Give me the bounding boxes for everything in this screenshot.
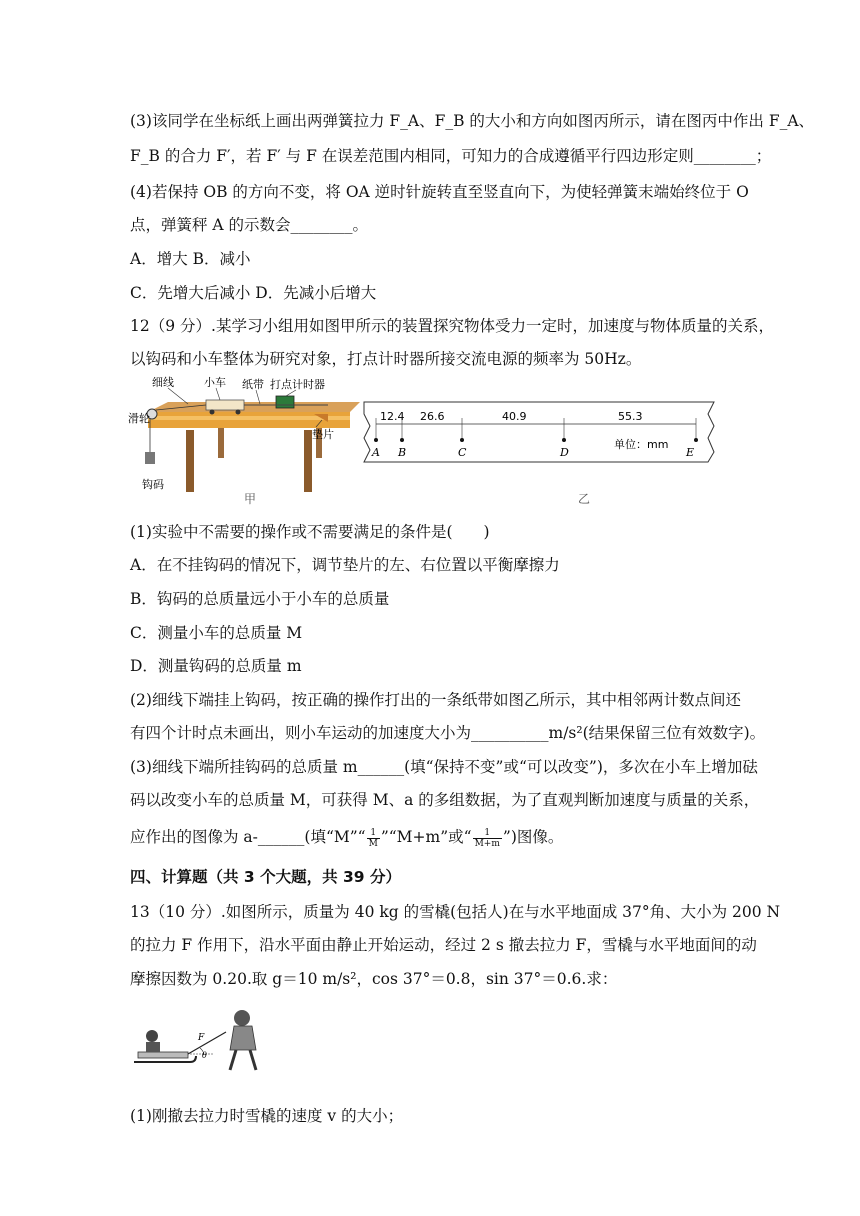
q13-part-1: (1)刚撤去拉力时雪橇的速度 v 的大小； bbox=[130, 1107, 404, 1125]
label-xiaoche: 小车 bbox=[204, 376, 226, 389]
table-top bbox=[148, 402, 360, 412]
q11-line-2: F_B 的合力 F′，若 F′ 与 F 在误差范围内相同，可知力的合成遵循平行四边形定则________； bbox=[130, 147, 772, 165]
q12-part-3c-post: ”)图像。 bbox=[502, 828, 564, 846]
segment-cd: 40.9 bbox=[502, 410, 527, 423]
fraction-1-over-m: $\frac{1}{M}$ bbox=[368, 827, 378, 849]
tape-unit: 单位：mm bbox=[614, 438, 669, 451]
segment-ab: 12.4 bbox=[380, 410, 405, 423]
puller-leg bbox=[230, 1050, 236, 1070]
q11-line-4: 点，弹簧秤 A 的示数会________。 bbox=[130, 216, 369, 234]
q13-line-2: 的拉力 F 作用下，沿水平面由静止开始运动，经过 2 s 撤去拉力 F，雪橇与水平地面间的动 bbox=[130, 936, 757, 954]
q12-part-2b: 有四个计时点未画出，则小车运动的加速度大小为__________m/s²(结果保留三位有效数字)。 bbox=[130, 724, 766, 742]
q13-line-3: 摩擦因数为 0.20.取 g＝10 m/s²，cos 37°＝0.8，sin 37°＝0.6.求： bbox=[130, 970, 618, 988]
sled-body bbox=[138, 1052, 188, 1058]
q12-option-d: D．测量钩码的总质量 m bbox=[130, 657, 302, 675]
cart-wheel bbox=[210, 410, 215, 415]
puller-body bbox=[230, 1026, 256, 1050]
tape-point bbox=[374, 438, 378, 442]
figure-jia-caption: 甲 bbox=[244, 492, 257, 506]
figure-yi-caption: 乙 bbox=[578, 492, 591, 506]
puller-head bbox=[234, 1010, 250, 1026]
q11-option-ab: A．增大 B．减小 bbox=[130, 250, 251, 268]
q12-option-a: A．在不挂钩码的情况下，调节垫片的左、右位置以平衡摩擦力 bbox=[130, 556, 560, 574]
label-dadian: 打点计时器 bbox=[270, 378, 325, 391]
weight bbox=[145, 452, 155, 464]
q12-part-3a: (3)细线下端所挂钩码的总质量 m______(填“保持不变”或“可以改变”)，多次在小车上增加砝 bbox=[130, 758, 758, 776]
label-dianpian: 垫片 bbox=[312, 428, 334, 441]
cart bbox=[206, 400, 244, 410]
figure-jia-apparatus bbox=[128, 372, 360, 500]
point-d: D bbox=[560, 446, 569, 459]
section-4-heading: 四、计算题（共 3 个大题，共 39 分） bbox=[130, 868, 401, 886]
tape-point bbox=[694, 438, 698, 442]
rider-head bbox=[146, 1030, 158, 1042]
q12-part-1: (1)实验中不需要的操作或不需要满足的条件是( ) bbox=[130, 523, 490, 541]
table-leg bbox=[186, 430, 194, 492]
segment-bc: 26.6 bbox=[420, 410, 445, 423]
rope bbox=[188, 1032, 226, 1054]
point-a: A bbox=[372, 446, 380, 459]
label-theta: θ bbox=[202, 1051, 207, 1060]
table-leg bbox=[304, 430, 312, 492]
point-e: E bbox=[686, 446, 695, 459]
q12-option-c: C．测量小车的总质量 M bbox=[130, 624, 303, 642]
q12-intro-2: 以钩码和小车整体为研究对象，打点计时器所接交流电源的频率为 50Hz。 bbox=[130, 350, 642, 368]
label-zhidai: 纸带 bbox=[242, 378, 264, 391]
q12-part-3b: 码以改变小车的总质量 M，可获得 M、a 的多组数据，为了直观判断加速度与质量的关系， bbox=[130, 791, 760, 809]
tape-outline bbox=[364, 402, 714, 462]
q11-line-3: (4)若保持 OB 的方向不变，将 OA 逆时针旋转直至竖直向下，为使轻弹簧末端始终位于 O bbox=[130, 183, 749, 201]
q11-option-cd: C．先增大后减小 D．先减小后增大 bbox=[130, 284, 377, 302]
point-b: B bbox=[398, 446, 407, 459]
point-c: C bbox=[458, 446, 467, 459]
puller-leg bbox=[250, 1050, 256, 1070]
figure-sled bbox=[130, 1006, 270, 1074]
q12-intro-1: 12（9 分）.某学习小组用如图甲所示的装置探究物体受力一定时，加速度与物体质量的关系， bbox=[130, 317, 774, 335]
cart-wheel bbox=[236, 410, 241, 415]
q12-option-b: B．钩码的总质量远小于小车的总质量 bbox=[130, 590, 390, 608]
q12-part-3c-mid: ”“M+m”或“ bbox=[380, 828, 472, 846]
label-hualun: 滑轮 bbox=[128, 412, 150, 425]
rider-body bbox=[146, 1042, 160, 1052]
q13-line-1: 13（10 分）.如图所示，质量为 40 kg 的雪橇(包括人)在与水平地面成 37°角、大小为 200 N bbox=[130, 903, 781, 921]
table-leg bbox=[218, 428, 224, 458]
fraction-1-over-mplusm: $\frac{1}{M+m}$ bbox=[474, 827, 500, 849]
label-f: F bbox=[198, 1033, 205, 1043]
tape-point bbox=[460, 438, 464, 442]
segment-de: 55.3 bbox=[618, 410, 643, 423]
label-gouma: 钩码 bbox=[142, 478, 164, 491]
q12-part-3c-pre: 应作出的图像为 a-______(填“M”“ bbox=[130, 828, 366, 846]
q11-line-1: (3)该同学在坐标纸上画出两弹簧拉力 F_A、F_B 的大小和方向如图丙所示，请在图丙中作出 F_A、 bbox=[130, 112, 815, 130]
tape-point bbox=[562, 438, 566, 442]
q12-part-3c bbox=[130, 826, 730, 849]
figure-yi-tape bbox=[362, 396, 718, 472]
q12-part-2a: (2)细线下端挂上钩码，按正确的操作打出的一条纸带如图乙所示，其中相邻两计数点间还 bbox=[130, 691, 741, 709]
timer bbox=[276, 396, 294, 408]
tape-point bbox=[400, 438, 404, 442]
label-xixian: 细线 bbox=[152, 376, 174, 389]
